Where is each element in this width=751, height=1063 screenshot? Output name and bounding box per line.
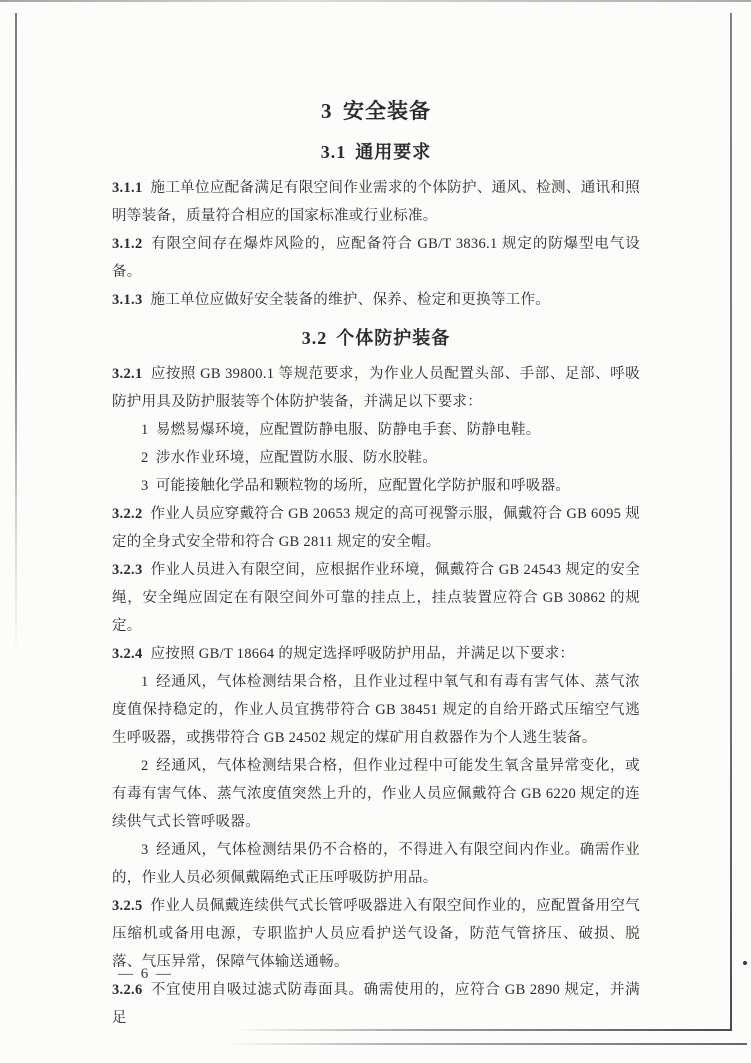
clause-3-2-2 — [112, 500, 640, 556]
clause-number: 3.2.1 — [112, 366, 143, 382]
clause-number: 3.2.6 — [112, 982, 143, 998]
subitem-3-2-1-2 — [112, 444, 640, 472]
clause-number: 3.1.2 — [112, 236, 143, 252]
subitem-3-2-4-3 — [112, 836, 640, 892]
subitem-number: 1 — [141, 674, 149, 690]
scan-border-left — [15, 13, 17, 663]
subitem-number: 3 — [141, 842, 149, 858]
section-number: 3.1 — [320, 142, 347, 162]
subitem-3-2-4-1 — [112, 668, 640, 752]
subitem-text: 涉水作业环境，应配置防水服、防水胶鞋。 — [155, 450, 438, 466]
subitem-text: 经通风，气体检测结果合格，且作业过程中氧气和有毒有害气体、蒸气浓度值保持稳定的，作业人员宜携带符合 GB 38451 规定的自给开路式压缩空气逃生呼吸器，或携带符合 GB 24502 规定的煤矿用自救器作为个人逃生装备。 — [112, 674, 640, 746]
clause-3-2-1 — [112, 360, 640, 416]
chapter-title: 安全装备 — [343, 99, 431, 123]
section-title: 个体防护装备 — [336, 328, 451, 348]
chapter-number: 3 — [321, 99, 333, 123]
subitem-3-2-1-1 — [112, 416, 640, 444]
subitem-number: 3 — [141, 478, 149, 494]
subitem-text: 经通风，气体检测结果合格，但作业过程中可能发生氧含量异常变化，或有毒有害气体、蒸气浓度值突然上升的，作业人员应佩戴符合 GB 6220 规定的连续供气式长管呼吸器。 — [112, 758, 640, 830]
clause-number: 3.2.4 — [112, 646, 143, 662]
clause-3-2-6 — [112, 976, 640, 1032]
subitem-text: 可能接触化学品和颗粒物的场所，应配置化学防护服和呼吸器。 — [155, 478, 571, 494]
clause-text: 不宜使用自吸过滤式防毒面具。确需使用的，应符合 GB 2890 规定，并满足 — [112, 982, 640, 1026]
chapter-heading — [112, 96, 640, 126]
subitem-number: 2 — [141, 758, 149, 774]
subitem-text: 易燃易爆环境，应配置防静电服、防静电手套、防静电鞋。 — [155, 422, 541, 438]
document-content — [112, 96, 640, 1032]
clause-number: 3.1.1 — [112, 180, 143, 196]
section-number: 3.2 — [301, 328, 328, 348]
scan-line-bottom-lower — [225, 1043, 747, 1045]
scan-border-right — [730, 13, 732, 1031]
section-heading-3-2 — [112, 324, 640, 352]
page-number: — 6 — — [118, 966, 173, 982]
subitem-3-2-4-2 — [112, 752, 640, 836]
clause-3-1-1 — [112, 174, 640, 230]
section-title: 通用要求 — [355, 142, 432, 162]
section-heading-3-1 — [112, 138, 640, 166]
clause-3-2-5 — [112, 892, 640, 976]
clause-number: 3.2.3 — [112, 562, 143, 578]
clause-number: 3.2.2 — [112, 506, 143, 522]
clause-3-2-4 — [112, 640, 640, 668]
clause-3-1-2 — [112, 230, 640, 286]
subitem-number: 1 — [141, 422, 149, 438]
clause-text: 作业人员进入有限空间，应根据作业环境，佩戴符合 GB 24543 规定的安全绳，安全绳应固定在有限空间外可靠的挂点上，挂点装置应符合 GB 30862 的规定。 — [112, 562, 640, 634]
clause-number: 3.1.3 — [112, 292, 143, 308]
scan-artifact-dot — [743, 961, 747, 965]
clause-text: 施工单位应做好安全装备的维护、保养、检定和更换等工作。 — [150, 292, 551, 308]
clause-number: 3.2.5 — [112, 898, 143, 914]
clause-text: 应按照 GB/T 18664 的规定选择呼吸防护用品，并满足以下要求： — [150, 646, 575, 662]
clause-text: 作业人员佩戴连续供气式长管呼吸器进入有限空间作业的，应配置备用空气压缩机或备用电源，专职监护人员应看护送气设备，防范气管挤压、破损、脱落、气压异常，保障气体输送通畅。 — [112, 898, 640, 970]
clause-text: 施工单位应配备满足有限空间作业需求的个体防护、通风、检测、通讯和照明等装备，质量符合相应的国家标准或行业标准。 — [112, 180, 640, 224]
clause-3-1-3 — [112, 286, 640, 314]
subitem-3-2-1-3 — [112, 472, 640, 500]
subitem-number: 2 — [141, 450, 149, 466]
scan-edge-top — [0, 0, 751, 2]
clause-text: 作业人员应穿戴符合 GB 20653 规定的高可视警示服，佩戴符合 GB 6095 规定的全身式安全带和符合 GB 2811 规定的安全帽。 — [112, 506, 640, 550]
clause-text: 应按照 GB 39800.1 等规范要求，为作业人员配置头部、手部、足部、呼吸防护用具及防护服装等个体防护装备，并满足以下要求： — [112, 366, 640, 410]
subitem-text: 经通风，气体检测结果仍不合格的，不得进入有限空间内作业。确需作业的，作业人员必须佩戴隔绝式正压呼吸防护用品。 — [112, 842, 640, 886]
clause-text: 有限空间存在爆炸风险的，应配备符合 GB/T 3836.1 规定的防爆型电气设备。 — [112, 236, 640, 280]
clause-3-2-3 — [112, 556, 640, 640]
